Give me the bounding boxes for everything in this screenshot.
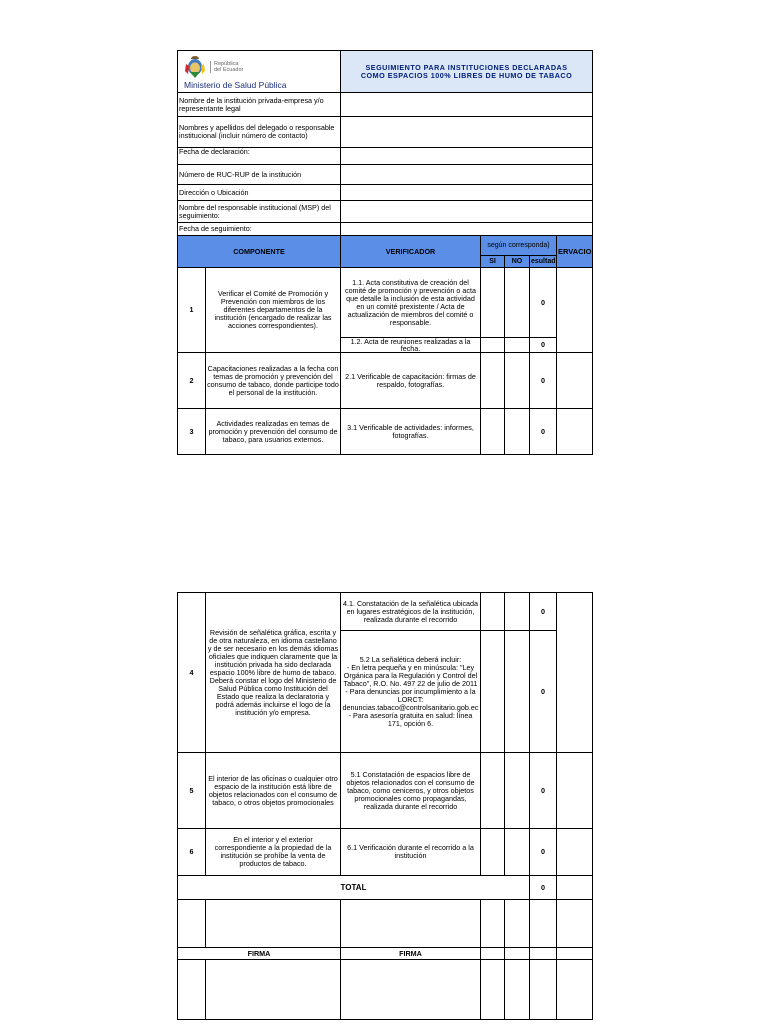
firma-empty-cell — [530, 948, 557, 960]
col-header-observaciones: ERVACIO — [557, 236, 593, 268]
info-label-followup-date: Fecha de seguimiento: — [178, 223, 341, 236]
firma-label-right: FIRMA — [341, 948, 481, 960]
info-value-ruc[interactable] — [341, 165, 593, 185]
row-number: 5 — [178, 753, 206, 829]
signature-space-cell — [505, 900, 530, 948]
row-number: 3 — [178, 409, 206, 455]
signature-space-right[interactable] — [341, 960, 481, 1020]
signature-space-cell — [557, 900, 593, 948]
verificador-text: 5.2 La señalética deberá incluir: - En letra pequeña y en minúscula: "Ley Orgánica para la Regulación y Control del Tabaco", R.O. No. 497 22 de julio de 2011 - Para denuncias por incumplimiento a la LORCT: denuncias.tabaco@controlsanitario.gob.ec - Para asesoría gratuita en salud: línea 171, opción 6. — [341, 631, 481, 753]
info-value-declaration-date[interactable] — [341, 148, 593, 165]
info-label-declaration-date: Fecha de declaración: — [178, 148, 341, 165]
form-title-line-1: SEGUIMIENTO PARA INSTITUCIONES DECLARADAS — [365, 62, 568, 72]
col-header-componente — [178, 236, 341, 268]
verificador-text: 2.1 Verificable de capacitación: firmas de respaldo, fotografías. — [341, 353, 481, 409]
componente-text: Actividades realizadas en temas de promoción y prevención del consumo de tabaco, para usuarios externos. — [206, 409, 341, 455]
ministry-name: Ministerio de Salud Pública — [184, 80, 287, 90]
signature-space-left[interactable] — [206, 900, 341, 948]
si-cell[interactable] — [481, 338, 505, 353]
firma-empty-cell — [557, 948, 593, 960]
signature-space-cell — [530, 900, 557, 948]
info-label-institution: Nombre de la institución privada-empresa y/o representante legal — [178, 93, 341, 117]
info-value-msp-responsible[interactable] — [341, 201, 593, 223]
republic-line-1: República — [214, 61, 239, 67]
row-number: 4 — [178, 593, 206, 753]
si-cell[interactable] — [481, 631, 505, 753]
republic-line-2: del Ecuador — [214, 67, 244, 73]
firma-empty-cell — [505, 948, 530, 960]
resultado-value: 0 — [530, 753, 557, 829]
resultado-value: 0 — [530, 353, 557, 409]
tracking-form-bottom — [177, 592, 593, 1020]
no-cell[interactable] — [505, 753, 530, 829]
observaciones-cell[interactable] — [557, 753, 593, 829]
info-value-institution[interactable] — [341, 93, 593, 117]
info-label-address: Dirección o Ubicación — [178, 185, 341, 201]
verificador-text: 5.1 Constatación de espacios libre de objetos relacionados con el consumo de tabaco, como ceniceros, y otros objetos promocionales como propagandas, realizada durante el recorrido — [341, 753, 481, 829]
verificador-text: 6.1 Verificación durante el recorrido a la institución — [341, 829, 481, 876]
info-label-msp-responsible: Nombre del responsable institucional (MSP) del seguimiento: — [178, 201, 341, 223]
si-cell[interactable] — [481, 409, 505, 455]
signature-space-left[interactable] — [206, 960, 341, 1020]
verificador-text: 1.2. Acta de reuniones realizadas a la fecha. — [341, 338, 481, 353]
col-header-no: NO — [505, 256, 530, 268]
header-logo-cell — [178, 51, 341, 93]
info-label-ruc: Número de RUC-RUP de la institución — [178, 165, 341, 185]
no-cell[interactable] — [505, 829, 530, 876]
componente-text: Revisión de señalética gráfica, escrita y de otra naturaleza, en idioma castellano y de ser necesario en los demás idiomas oficiales que indiquen claramente que la institución privada ha sido declarada espacio 100% libre de humo de tabaco. Deberá constar el logo del Ministerio de Salud Pública como Institución del Estado que realiza la declaratoria y podrá además incluirse el logo de la institución y/o empresa. — [206, 593, 341, 753]
no-cell[interactable] — [505, 268, 530, 338]
resultado-value: 0 — [530, 409, 557, 455]
signature-space-cell — [481, 960, 505, 1020]
resultado-value: 0 — [530, 631, 557, 753]
info-value-followup-date[interactable] — [341, 223, 593, 236]
si-cell[interactable] — [481, 753, 505, 829]
componente-text: Verificar el Comité de Promoción y Prevención con miembros de los diferentes departamentos de la institución (encargado de realizar las acciones correspondientes). — [206, 268, 341, 353]
total-empty-cell — [557, 876, 593, 900]
form-title-line-2: COMO ESPACIOS 100% LIBRES DE HUMO DE TABACO — [360, 70, 573, 80]
observaciones-cell[interactable] — [557, 829, 593, 876]
col-header-componente-label: COMPONENTE — [233, 246, 285, 256]
ecuador-coat-of-arms-icon — [184, 54, 206, 80]
no-cell[interactable] — [505, 353, 530, 409]
no-cell[interactable] — [505, 631, 530, 753]
no-cell[interactable] — [505, 338, 530, 353]
signature-space-cell — [505, 960, 530, 1020]
form-title — [341, 51, 593, 93]
signature-space-cell — [530, 960, 557, 1020]
total-value: 0 — [530, 876, 557, 900]
signature-space-cell — [178, 900, 206, 948]
firma-empty-cell — [481, 948, 505, 960]
componente-text: En el interior y el exterior correspondiente a la propiedad de la institución se prohíbe la venta de productos de tabaco. — [206, 829, 341, 876]
si-cell[interactable] — [481, 593, 505, 631]
info-value-address[interactable] — [341, 185, 593, 201]
resultado-value: 0 — [530, 338, 557, 353]
resultado-value: 0 — [530, 593, 557, 631]
no-cell[interactable] — [505, 409, 530, 455]
row-number: 6 — [178, 829, 206, 876]
si-cell[interactable] — [481, 829, 505, 876]
col-header-resultado: esultad — [530, 256, 557, 268]
signature-space-right[interactable] — [341, 900, 481, 948]
info-label-delegate: Nombres y apellidos del delegado o responsable institucional (incluir número de contacto) — [178, 117, 341, 148]
verificador-text: 4.1. Constatación de la señalética ubicada en lugares estratégicos de la institución, realizada durante el recorrido — [341, 593, 481, 631]
signature-space-cell — [178, 960, 206, 1020]
signature-space-cell — [557, 960, 593, 1020]
signature-space-cell — [481, 900, 505, 948]
col-header-verificador: VERIFICADOR — [341, 236, 481, 268]
info-value-delegate[interactable] — [341, 117, 593, 148]
resultado-value: 0 — [530, 829, 557, 876]
tracking-form-top — [177, 50, 593, 455]
row-number: 1 — [178, 268, 206, 353]
row-number: 2 — [178, 353, 206, 409]
si-cell[interactable] — [481, 268, 505, 338]
observaciones-cell[interactable] — [557, 409, 593, 455]
componente-text: Capacitaciones realizadas a la fecha con temas de promoción y prevención del consumo de tabaco, donde participe todo el personal de la institución. — [206, 353, 341, 409]
observaciones-cell[interactable] — [557, 593, 593, 753]
observaciones-cell[interactable] — [557, 268, 593, 353]
componente-text: El interior de las oficinas o cualquier otro espacio de la institución está libre de objetos relacionados con el consumo de tabaco, o otros objetos promocionales — [206, 753, 341, 829]
si-cell[interactable] — [481, 353, 505, 409]
observaciones-cell[interactable] — [557, 353, 593, 409]
firma-label-left: FIRMA — [178, 948, 341, 960]
verificador-text: 1.1. Acta constitutiva de creación del comité de promoción y prevención o acta que detalle la inclusión de esta actividad en un comité prexistente / Acta de actualización de miembros del comité o responsable. — [341, 268, 481, 338]
col-header-si: SI — [481, 256, 505, 268]
verificador-text: 3.1 Verificable de actividades: informes, fotografías. — [341, 409, 481, 455]
total-label: TOTAL — [178, 876, 530, 900]
col-header-segun: según corresponda) — [481, 236, 557, 256]
no-cell[interactable] — [505, 593, 530, 631]
resultado-value: 0 — [530, 268, 557, 338]
